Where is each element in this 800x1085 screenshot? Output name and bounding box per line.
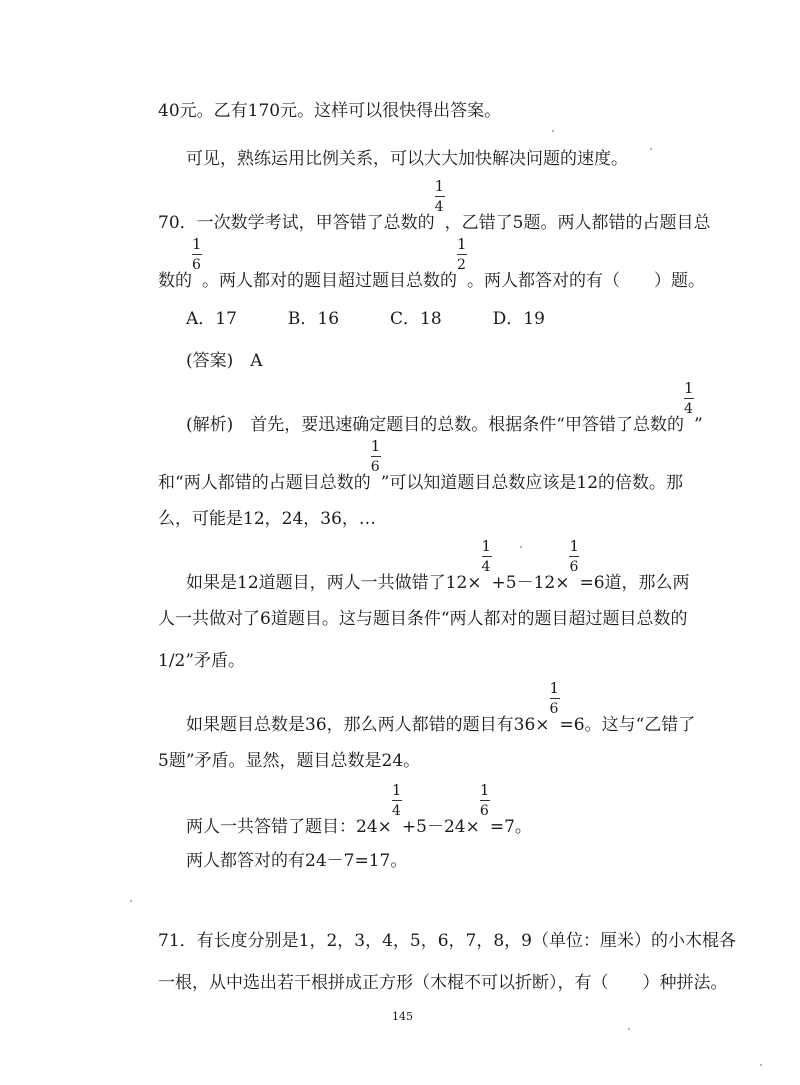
question-71-line <box>158 930 736 952</box>
fraction-denominator: 4 <box>683 401 693 417</box>
text-run: 两人一共答错了题目：24× <box>186 817 392 837</box>
fraction-numerator: 1 <box>434 177 445 195</box>
fraction-numerator: 1 <box>549 679 560 697</box>
fraction-bar <box>482 556 492 557</box>
fraction-bar <box>435 196 445 197</box>
fraction <box>391 781 402 832</box>
text-line <box>158 508 376 530</box>
text-run: 可见，熟练运用比例关系，可以大大加快解决问题的速度。 <box>186 149 628 169</box>
text-run: ，乙错了5题。两人都错的占题目总 <box>444 213 711 233</box>
fraction-bar <box>392 800 402 801</box>
text-line <box>158 650 245 672</box>
fraction-bar <box>480 800 490 801</box>
fraction <box>457 235 467 286</box>
analysis-line <box>186 379 703 436</box>
text-run: (答案) A <box>186 351 263 371</box>
fraction-bar <box>371 456 381 457</box>
text-run: ”可以知道题目总数应该是12的倍数。那 <box>380 473 684 493</box>
text-run: ” <box>693 415 703 435</box>
fraction-bar <box>684 398 694 399</box>
fraction-numerator: 1 <box>391 781 402 799</box>
text-run: 两人都答对的有24－7=17。 <box>186 851 408 871</box>
text-run: 70．一次数学考试，甲答错了总数的 <box>158 213 435 233</box>
fraction-denominator: 6 <box>479 803 489 819</box>
fraction-denominator: 2 <box>457 257 466 273</box>
fraction-denominator: 6 <box>370 459 380 475</box>
text-line <box>158 100 501 122</box>
text-run: 一根，从中选出若干根拼成正方形（木棍不可以折断），有（ ）种拼法。 <box>158 973 728 993</box>
scan-speck <box>628 1028 630 1030</box>
text-line <box>158 972 728 994</box>
text-run: 和“两人都错的占题目总数的 <box>158 473 371 493</box>
fraction-numerator: 1 <box>479 781 490 799</box>
fraction-numerator: 1 <box>569 537 579 555</box>
text-run: 71．有长度分别是1，2，3，4，5，6，7，8，9（单位：厘米）的小木棍各 <box>158 931 736 951</box>
answer-line <box>186 350 263 372</box>
fraction-denominator: 6 <box>549 701 559 717</box>
fraction-bar <box>569 556 579 557</box>
text-run: =7。 <box>489 817 532 837</box>
text-run: +5－24× <box>401 817 480 837</box>
text-run: 5题”矛盾。显然，题目总数是24。 <box>158 751 421 771</box>
fraction <box>683 379 694 430</box>
text-run: 。两人都对的题目超过题目总数的 <box>202 271 457 291</box>
fraction-numerator: 1 <box>683 379 694 397</box>
text-run: (解析) 首先，要迅速确定题目的总数。根据条件“甲答错了总数的 <box>186 415 684 435</box>
scan-speck <box>760 1064 762 1066</box>
text-run: 。两人都答对的有（ ）题。 <box>467 271 705 291</box>
text-run: +5－12× <box>491 573 570 593</box>
fraction-denominator: 4 <box>481 559 491 575</box>
fraction-bar <box>457 254 467 255</box>
question-70-line <box>158 177 711 234</box>
fraction <box>481 537 492 588</box>
text-line <box>158 750 420 772</box>
scan-speck <box>130 900 132 902</box>
fraction <box>434 177 445 228</box>
text-line <box>186 679 696 736</box>
text-run: =6。这与“乙错了 <box>559 715 696 735</box>
answer-options <box>186 308 545 330</box>
text-line <box>186 537 690 594</box>
text-run: =6道，那么两 <box>579 573 690 593</box>
fraction-denominator: 4 <box>391 803 401 819</box>
text-line <box>186 781 532 838</box>
text-run: A．17 B．16 C．18 D．19 <box>186 309 545 329</box>
text-line <box>158 608 688 630</box>
fraction-bar <box>192 254 202 255</box>
scan-speck <box>520 546 522 548</box>
fraction-numerator: 1 <box>481 537 492 555</box>
text-run: 如果题目总数是36，那么两人都错的题目有36× <box>186 715 550 735</box>
fraction <box>192 235 202 286</box>
scan-speck <box>650 148 652 150</box>
fraction-numerator: 1 <box>457 235 467 253</box>
fraction-denominator: 6 <box>192 257 201 273</box>
fraction <box>479 781 490 832</box>
text-line <box>186 148 628 170</box>
text-run: 人一共做对了6道题目。这与题目条件“两人都对的题目超过题目总数的 <box>158 609 688 629</box>
fraction-numerator: 1 <box>370 437 381 455</box>
text-run: 如果是12道题目，两人一共做错了12× <box>186 573 482 593</box>
page-number: 145 <box>392 1010 413 1023</box>
text-run: 40元。乙有170元。这样可以很快得出答案。 <box>158 101 502 121</box>
fraction <box>569 537 579 588</box>
text-run: 么，可能是12，24，36，… <box>158 509 376 529</box>
text-run: 数的 <box>158 271 192 291</box>
fraction <box>370 437 381 488</box>
scan-speck <box>552 130 554 132</box>
fraction-numerator: 1 <box>192 235 202 253</box>
fraction-denominator: 6 <box>569 559 579 575</box>
fraction-bar <box>550 698 560 699</box>
fraction-denominator: 4 <box>434 199 444 215</box>
text-line <box>186 850 407 872</box>
text-run: 1/2”矛盾。 <box>158 651 246 671</box>
fraction <box>549 679 560 730</box>
text-line <box>158 437 684 494</box>
text-line <box>158 235 705 292</box>
